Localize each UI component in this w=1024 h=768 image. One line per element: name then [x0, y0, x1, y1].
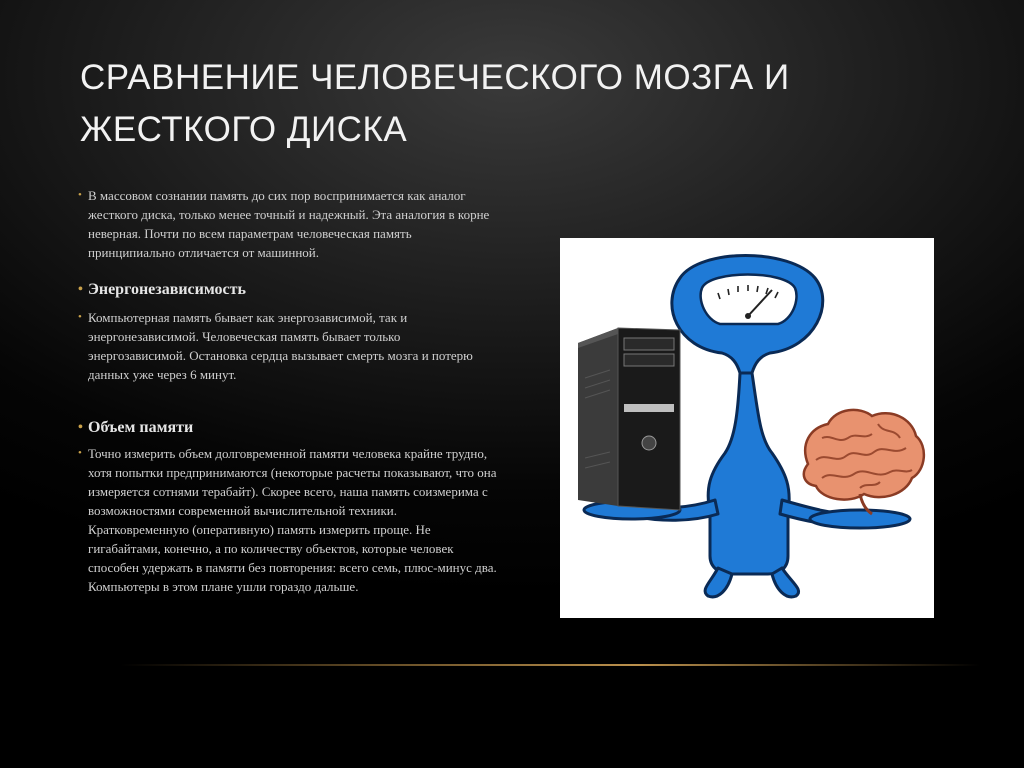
slide-title: СРАВНЕНИЕ ЧЕЛОВЕЧЕСКОГО МОЗГА И ЖЕСТКОГО ДИСКА: [80, 58, 790, 149]
intro-paragraph: • В массовом сознании память до сих пор воспринимается как аналог жесткого диска, только менее точный и надежный. Эта аналогия в корне неверная. Почти по всем параметрам человеческая память принципиально отличается от машинной.: [78, 186, 498, 262]
computer-tower-icon: [578, 328, 680, 510]
section-text-power: • Компьютерная память бывает как энергозависимой, так и энергонезависимой. Человеческая память бывает только энергозависимой. Остановка сердца вызывает смерть мозга и потерю данных уже через 6 минут.: [78, 308, 498, 384]
capacity-long-term-text: Точно измерить объем долговременной памяти человека крайне трудно, хотя попытки предпринимаются (некоторые расчеты показывают, что она измеряется сотнями терабайт). Скорее всего, наша память соизмерима с возможностями современной вычислительной техники.: [88, 446, 497, 518]
scale-illustration: [560, 238, 934, 618]
scale-dial: [701, 275, 797, 325]
capacity-short-term-text: Кратковременную (оперативную) память измерить проще. Не гигабайтами, конечно, а по количеству объектов, которые человек способен удержать в памяти без повторения: всего семь, плюс-минус два. Компьютеры в этом плане ушли гораздо дальше.: [88, 522, 497, 594]
section-text-capacity: [78, 444, 498, 596]
section-heading-capacity: • Объем памяти: [78, 418, 498, 438]
brain-icon: [804, 410, 924, 514]
right-tray: [810, 510, 910, 528]
scale-comparing-computer-and-brain-icon: [560, 238, 934, 618]
section-heading-power: • Энергонезависимость: [78, 280, 498, 300]
slide-body: [78, 186, 498, 596]
decorative-glow-line: [120, 664, 980, 666]
